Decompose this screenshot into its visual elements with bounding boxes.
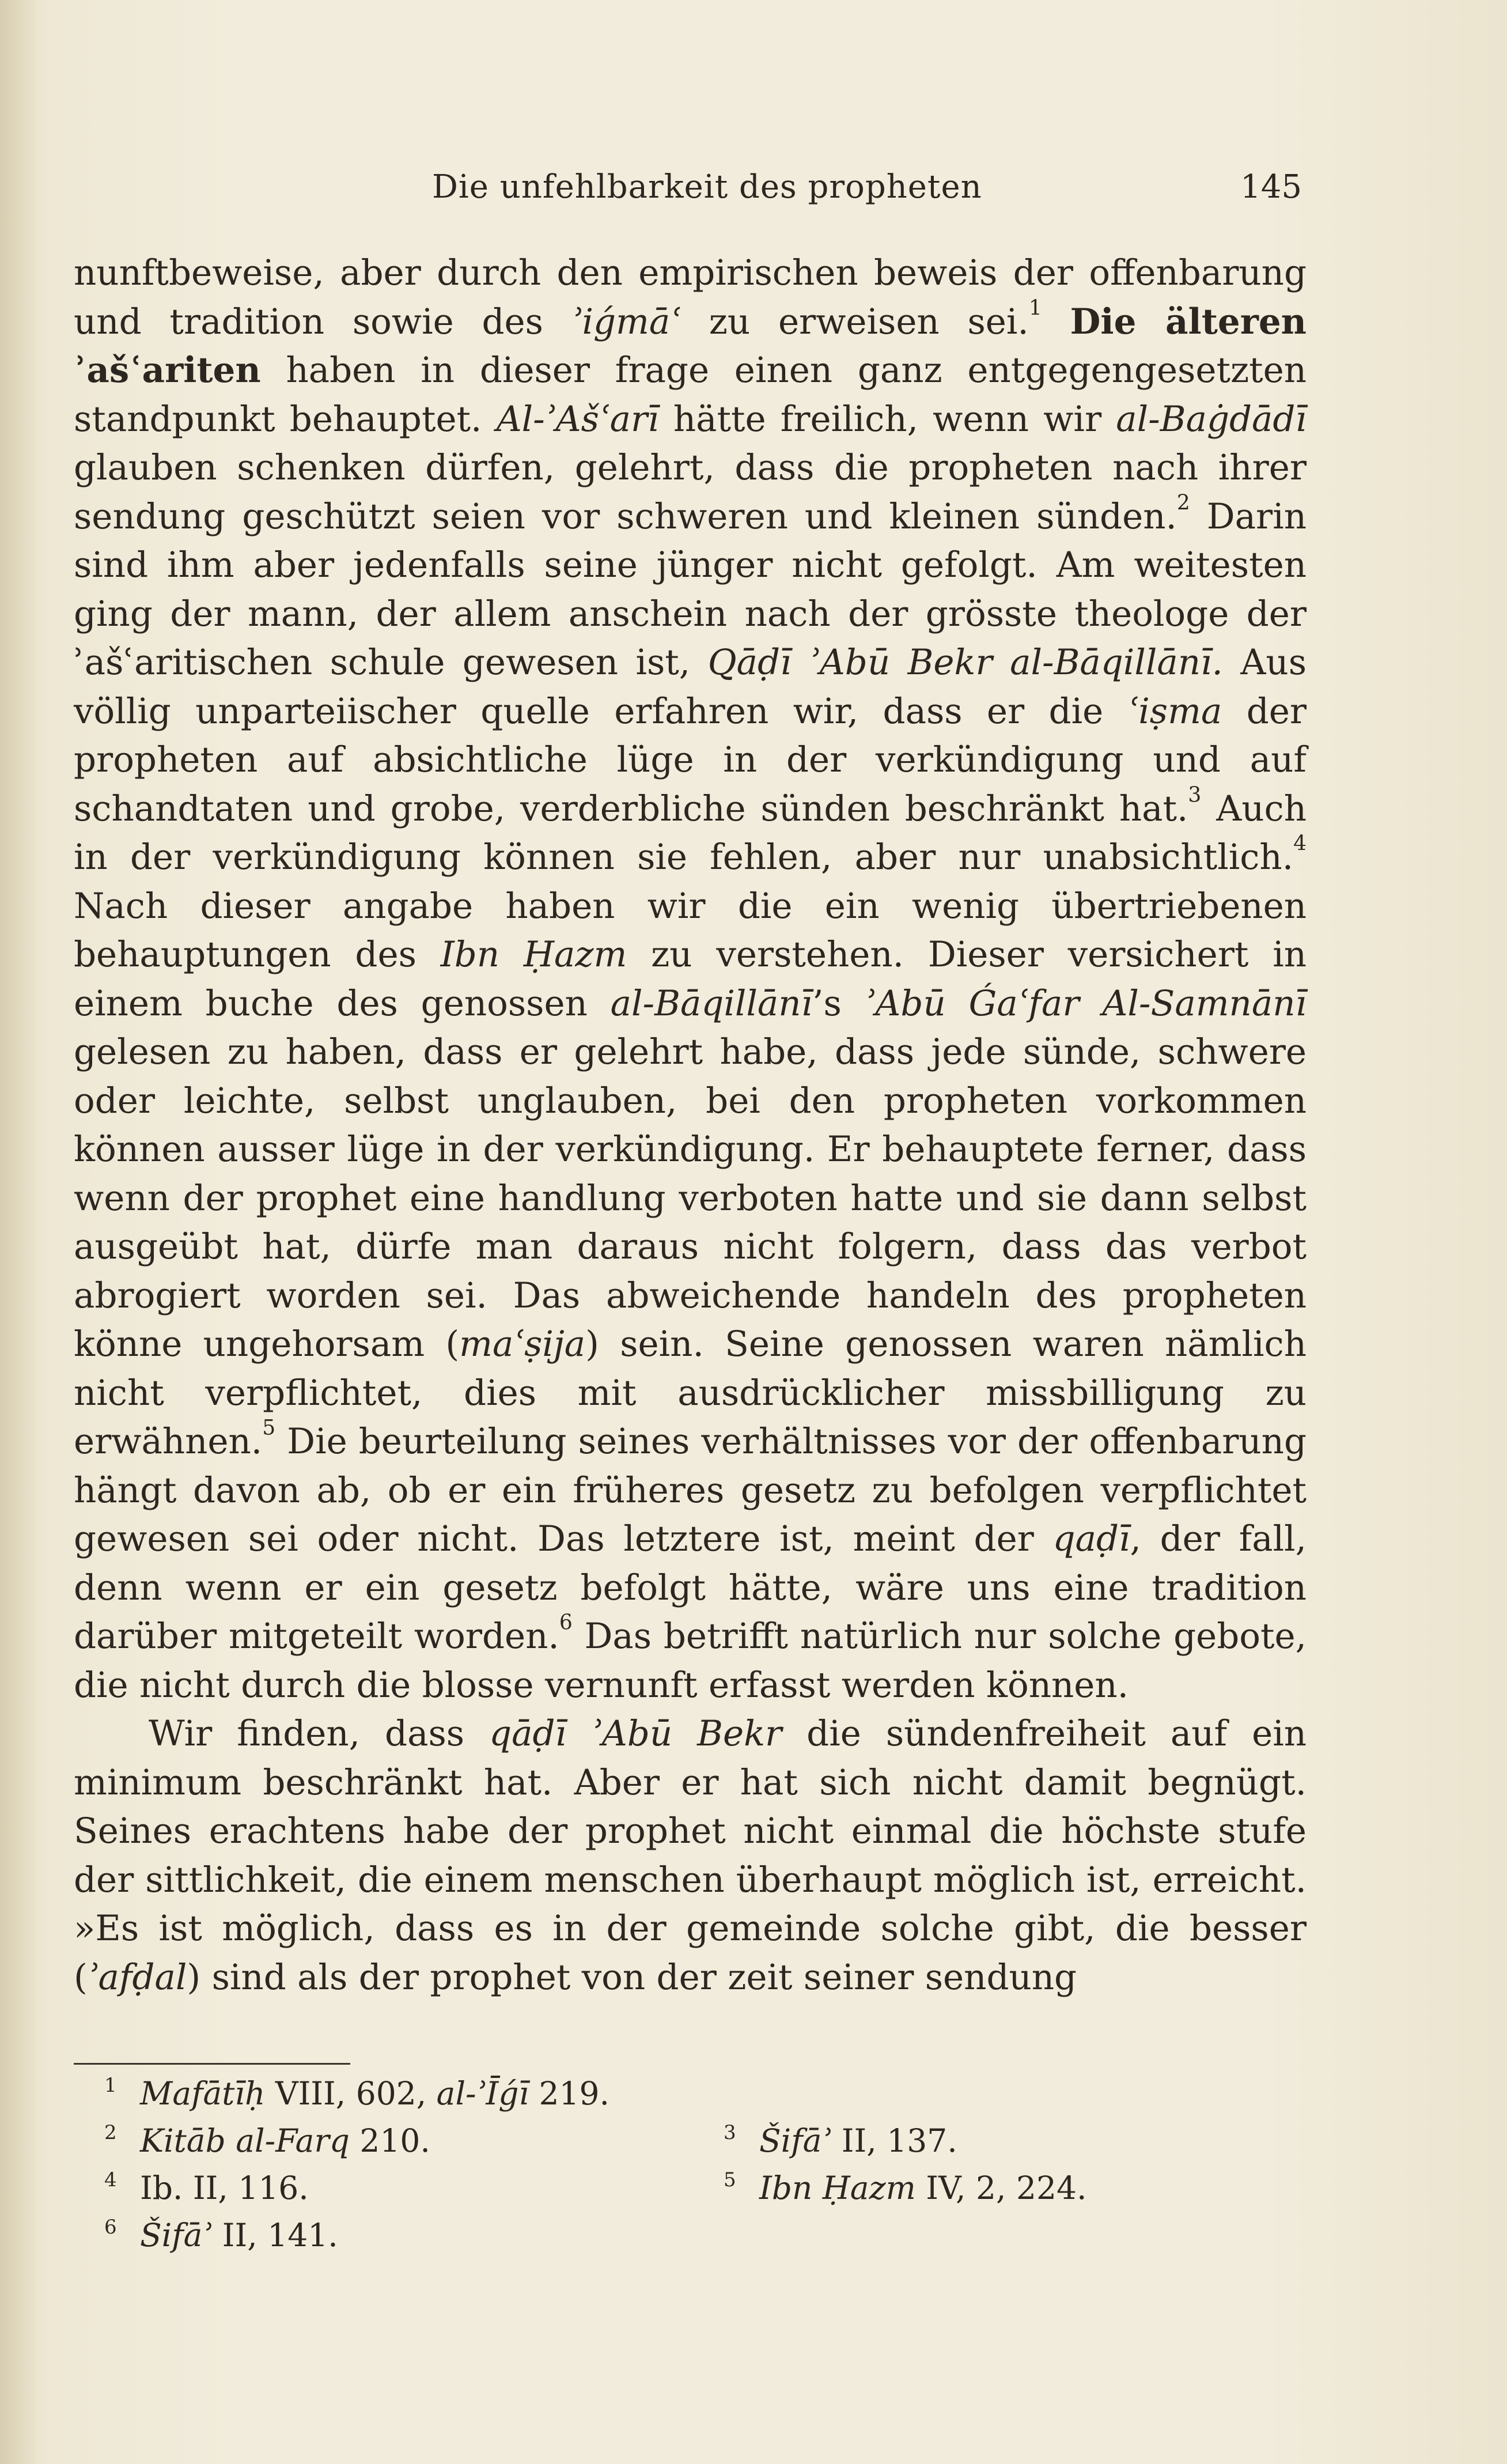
footnote-ref: 4	[1293, 832, 1307, 856]
footnote-ref-text: IV, 2, 224.	[915, 2170, 1087, 2206]
name-italic: al-Baġdādī	[1116, 398, 1307, 440]
footnote-source: Šifāʾ	[759, 2122, 832, 2159]
running-head-title: Die unfehlbarkeit des propheten	[432, 168, 982, 206]
bold-heading-phrase: Die älteren ʾašʿariten	[74, 301, 1307, 391]
footnote-ref-text: II, 116.	[183, 2170, 309, 2206]
text-run: Nach dieser angabe haben wir die ein wenig übertriebenen behauptungen des	[74, 885, 1307, 975]
term-italic: maʿṣija	[459, 1324, 586, 1365]
footnote-row	[74, 2164, 1307, 2212]
footnote-row	[74, 2070, 1307, 2117]
footnote-source: al-ʾĪǵī	[436, 2075, 529, 2112]
page-spine-shadow	[0, 0, 35, 2464]
text-run: hätte freilich, wenn wir	[658, 398, 1116, 440]
footnote-source: Mafātīḥ	[140, 2075, 266, 2112]
footnote-row	[74, 2117, 1307, 2164]
footnote-ref-text: II, 137.	[831, 2122, 957, 2159]
text-run: glauben schenken dürfen, gelehrt, dass die propheten nach ihrer sendung geschützt seien vor schweren und kleinen sünden.	[74, 447, 1307, 537]
text-run: zu verstehen. Dieser versichert in einem buche des genossen	[74, 934, 1307, 1024]
footnote-ref: 2	[1176, 491, 1190, 515]
footnote-source: Šifāʾ	[140, 2217, 213, 2254]
footnote-ref: 6	[559, 1611, 573, 1635]
text-run: , der fall, denn wenn er ein gesetz befolgt hätte, wäre uns eine tradition darüber mitgeteilt worden.	[74, 1518, 1307, 1657]
footnote-ref: 5	[262, 1416, 276, 1440]
footnote-ref-text: 210.	[349, 2122, 430, 2159]
footnote-number: 1	[104, 2074, 117, 2097]
footnote-ref: 3	[1188, 783, 1202, 807]
paragraph-1	[74, 249, 1307, 1710]
text-run: Das betrifft natürlich nur solche gebote, die nicht durch die blosse vernunft erfasst werden können.	[74, 1616, 1307, 1706]
paragraph-2	[74, 1710, 1307, 2002]
footnote-number: 2	[104, 2121, 117, 2144]
footnote-source: Kitāb al-Farq	[140, 2122, 350, 2159]
running-head	[75, 168, 1302, 209]
text-run: ) sein. Seine genossen waren nämlich nicht verpflichtet, dies mit ausdrücklicher missbilligung zu erwähnen.	[74, 1324, 1307, 1462]
footnote-ref-text: II, 141.	[212, 2217, 338, 2254]
footnote-source: Ib.	[140, 2170, 183, 2206]
text-run	[1042, 301, 1070, 342]
footnote-ref-text: VIII, 602,	[265, 2075, 437, 2112]
term-italic: ʾafḍal	[87, 1956, 187, 1998]
name-italic: qāḍī ʾAbū Bekr	[489, 1713, 782, 1754]
footnote-ref-text: 219.	[529, 2075, 610, 2112]
footnote-row	[74, 2212, 1307, 2259]
footnote-number: 5	[724, 2168, 736, 2191]
footnote-number: 6	[104, 2216, 117, 2239]
term-italic: ʾiǵmāʿ	[571, 301, 681, 342]
text-run: der propheten auf absichtliche lüge in der verkündigung und auf schandtaten und grobe, verderbliche sünden beschränkt hat.	[74, 690, 1307, 829]
footnote-4	[104, 2164, 309, 2212]
text-run: zu erweisen sei.	[680, 301, 1029, 342]
footnote-1	[104, 2070, 610, 2117]
text-run: gelesen zu haben, dass er gelehrt habe, dass jede sünde, schwere oder leichte, selbst unglauben, bei den propheten vorkommen können ausser lüge in der verkündigung. Er behauptete ferner, dass wenn der prophet eine handlung verboten hatte und sie dann selbst ausgeübt hat, dürfe man daraus nicht folgern, dass das verbot abrogiert worden sei. Das abweichende handeln des propheten könne ungehorsam (	[74, 1031, 1307, 1365]
name-italic: Qāḍī ʾAbū Bekr al-Bāqillānī.	[707, 642, 1223, 683]
footnote-number: 4	[104, 2168, 117, 2191]
text-run: Wir finden, dass	[149, 1713, 490, 1754]
footnotes	[74, 2070, 1307, 2259]
term-italic: qaḍī	[1052, 1518, 1130, 1559]
page-number: 145	[1240, 168, 1302, 206]
term-italic: ʿiṣma	[1127, 690, 1222, 732]
footnote-3	[724, 2117, 957, 2164]
text-run: die sündenfreiheit auf ein minimum beschränkt hat. Aber er hat sich nicht damit begnügt. Seines erachtens habe der prophet nicht einmal die höchste stufe der sittlichkeit, die einem menschen überhaupt möglich ist, erreicht. »Es ist möglich, dass es in der gemeinde solche gibt, die besser (	[74, 1713, 1307, 1998]
footnote-6	[104, 2212, 338, 2259]
text-run: Auch in der verkündigung können sie fehlen, aber nur unabsichtlich.	[74, 788, 1307, 878]
name-italic: al-Bāqillānī	[610, 982, 813, 1024]
text-run: ) sind als der prophet von der zeit seiner sendung	[187, 1956, 1077, 1998]
footnote-2	[104, 2117, 430, 2164]
text-run: Die beurteilung seines verhältnisses vor der offenbarung hängt davon ab, ob er ein früheres gesetz zu befolgen verpflichtet gewesen sei oder nicht. Das letztere ist, meint der	[74, 1421, 1307, 1559]
text-run: Darin sind ihm aber jedenfalls seine jünger nicht gefolgt. Am weitesten ging der mann, der allem anschein nach der grösste theologe der ʾašʿaritischen schule gewesen ist,	[74, 496, 1307, 683]
name-italic: ʾAbū Ǵaʿfar Al-Samnānī	[864, 982, 1307, 1024]
footnote-source: Ibn Ḥazm	[759, 2170, 916, 2206]
footnote-number: 3	[724, 2121, 736, 2144]
name-italic: Al-ʾAšʿarī	[496, 398, 659, 440]
name-italic: Ibn Ḥazm	[440, 934, 627, 975]
body-text	[74, 249, 1307, 2002]
text-run: nunftbeweise, aber durch den empirischen beweis der offenbarung und tradition sowie des	[74, 252, 1307, 342]
text-run: haben in dieser frage einen ganz entgegengesetzten standpunkt behauptet.	[74, 350, 1307, 440]
footnote-ref: 1	[1028, 296, 1042, 320]
text-run: Aus völlig unparteiischer quelle erfahren wir, dass er die	[74, 642, 1307, 732]
footnote-5	[724, 2164, 1087, 2212]
text-run: ’s	[812, 982, 865, 1024]
